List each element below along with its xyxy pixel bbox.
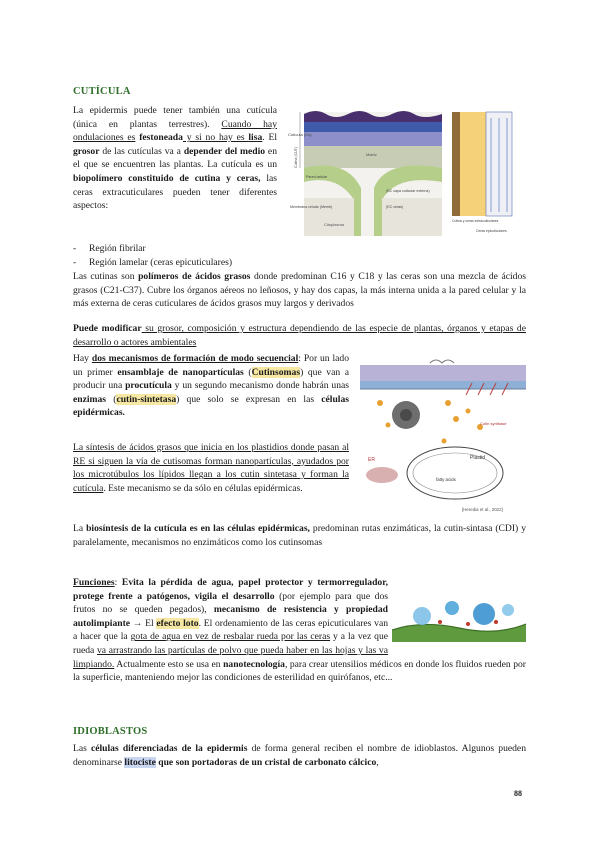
figure-label: Cutícula (Cu)	[288, 132, 312, 137]
text: Evita la pérdida de agua, papel protector y termorregulador, protege frente a patógenos, vigila el desarrollo	[73, 577, 388, 602]
text: células epidérmicas.	[73, 393, 349, 419]
cuticle-regions-list	[73, 242, 333, 269]
functions-paragraph	[73, 576, 526, 685]
cuticle-band	[360, 365, 526, 381]
text: dos mecanismos de formación de modo secuencial	[91, 353, 299, 364]
cuticle-figure	[286, 108, 526, 238]
cuticle-layer	[304, 132, 442, 146]
figure-label: (EC ceras)	[386, 205, 404, 209]
text: cutin-sintetasa	[116, 393, 177, 405]
text: que son portadoras de un cristal de carbonato cálcico	[155, 756, 377, 768]
text: enzimas	[73, 393, 107, 405]
text: litociste	[124, 756, 156, 768]
text: La	[73, 523, 87, 534]
figure-label: Membrana celular (Memb)	[290, 205, 333, 209]
text: células diferenciadas de la epidermis	[90, 743, 248, 754]
text: grosor	[73, 145, 100, 157]
cuticle-diagram	[286, 108, 526, 238]
text: festoneada	[139, 132, 183, 144]
figure-label: Cutina (CUT)	[294, 146, 298, 168]
text: donde predominan C16 y C18 y las ceras son una mezcla de ácidos grasos (C21-C37). Cubre los órganos aéreos no leñosos, y hay dos capas, la más interna unida a la pared celular y la más externa de ceras cuticulares de ácidos grasos muy largos y derivados	[73, 271, 526, 310]
float-spacer	[388, 576, 526, 648]
figure-label: Cutina y ceras extracuticulares	[452, 219, 499, 223]
figure-label: ER	[368, 457, 375, 463]
figure-citation: [Heredia et al., 2022]	[462, 507, 503, 512]
text: . El	[262, 132, 277, 144]
biosynthesis-paragraph	[73, 522, 526, 549]
text: Hay	[73, 353, 92, 364]
text: biopolímero constituido de cutina y ceras,	[73, 172, 261, 184]
figure-label: Citoplasma	[324, 222, 345, 227]
text: (	[243, 366, 252, 378]
figure-label: fatty acids	[436, 477, 456, 482]
text: (	[106, 393, 117, 405]
text: → El	[130, 617, 157, 629]
figure-label: Matriz	[366, 152, 377, 157]
figure-label: Ceras epicuticulares	[476, 229, 507, 233]
text: ,	[376, 756, 379, 768]
nanoparticle	[445, 400, 451, 406]
text: y un segundo mecanismo donde habrán unas	[171, 380, 350, 392]
text: efecto loto	[156, 617, 199, 629]
text: va arrastrando las partículas de polvo que pueda haber en las hojas y las va limpiando.	[73, 644, 388, 670]
intro-paragraph	[73, 104, 277, 213]
text: de las cutículas va a	[99, 145, 184, 157]
text: procutícula	[125, 380, 172, 392]
text: Las	[73, 743, 91, 754]
nanoparticle	[466, 409, 471, 414]
text: : Por un lado un primer	[73, 353, 349, 378]
text: lisa	[248, 132, 263, 144]
text: . El ordenamiento de las ceras epicuticulares van a hacer que la	[73, 617, 388, 643]
cuticle-edge	[452, 112, 460, 216]
modification-paragraph	[73, 322, 526, 349]
list-item: - Región lamelar (ceras epicuticulares)	[73, 256, 333, 270]
vesicle-core	[400, 409, 412, 421]
text: en el que se encuentren las plantas. La cutícula es un	[73, 145, 277, 171]
idioblastos-paragraph	[73, 742, 526, 769]
text: de forma general reciben el nombre de idioblastos. Algunos pueden denominarse	[73, 743, 526, 768]
figure-label: (BC capa cuticular externa)	[386, 189, 430, 193]
text: mecanismo de resistencia y propiedad autolimpiante	[73, 604, 388, 629]
text: y si no hay es	[182, 132, 249, 144]
text: nanotecnología	[223, 658, 285, 670]
text: Las cutinas son	[73, 271, 139, 282]
nanoparticle	[377, 400, 383, 406]
figure-label: Plastid	[470, 455, 486, 461]
text: La síntesis de ácidos grasos que inicia en los plastidios donde pasan al RE si siguen la vía de cutisomas forman nanopartículas, ayudados por los microtúbulos los lípidos llegan a los cutin sintetasa y forman la cutícula	[73, 442, 349, 494]
section-heading-idioblastos: IDIOBLASTOS	[73, 726, 148, 737]
cutin-layer	[304, 122, 442, 132]
text: . Este mecanismo se da sólo en células epidérmicas.	[103, 482, 303, 494]
text: Puede modificar	[73, 323, 142, 334]
text: ensamblaje de nanopartículas	[117, 366, 244, 378]
text: Actualmente esto se usa en	[114, 658, 224, 670]
text: biosíntesis de la cutícula es en las células epidérmicas,	[86, 523, 310, 534]
text: y a la vez que rueda	[73, 631, 389, 656]
list-item: - Región fibrilar	[73, 242, 333, 256]
text: (por ejemplo para que dos frutos no se queden pegados),	[73, 590, 388, 616]
text: Funciones	[73, 577, 115, 588]
matrix-layer	[304, 146, 442, 168]
text: su grosor, composición y estructura dependiendo de las especie de plantas, órganos y etapas de desarrollo o actores ambientales	[73, 323, 526, 348]
text: , para crear utensilios médicos en donde los fluidos rueden por la superficie, manteniendo mejor las condiciones de esterilidad en quirófanos, etc...	[73, 658, 526, 684]
synthesis-paragraph	[73, 441, 349, 495]
text: :	[114, 577, 122, 588]
cell-wall-band	[360, 381, 526, 389]
figure-label: Pared celular	[306, 175, 328, 179]
text: las ceras extracuticulares pueden tener diferentes aspectos:	[73, 172, 277, 212]
text: La epidermis puede tener también una cutícula (única en plantas terrestres).	[73, 105, 277, 130]
text: ) que solo se expresan en las	[176, 393, 322, 405]
figure-label: Cutin synthase	[480, 421, 507, 426]
text: polímeros de ácidos grasos	[138, 271, 251, 282]
cytoplasm-left	[304, 198, 354, 236]
nanoparticle	[453, 416, 459, 422]
page-number: 88	[514, 789, 522, 798]
cutins-paragraph	[73, 270, 526, 311]
biosynthesis-diagram	[360, 355, 526, 515]
text: ) que van a producir una	[73, 366, 349, 392]
er-shape	[366, 467, 398, 483]
text: gota de agua en vez de resbalar rueda por las ceras	[130, 631, 331, 643]
nanoparticle	[386, 423, 391, 428]
text: Cutinsomas	[251, 366, 301, 378]
text: Cuando hay ondulaciones es	[73, 118, 277, 144]
mechanisms-paragraph	[73, 352, 349, 420]
biosynthesis-figure	[360, 355, 526, 515]
text: depender del medio	[183, 145, 266, 157]
text: predominan rutas enzimáticas, la cutin-sintasa (CDI) y paralelamente, mecanismos no enzimáticos como los cutinsomas	[73, 523, 527, 548]
section-heading-cuticula: CUTÍCULA	[73, 86, 131, 97]
cytoplasm-right	[382, 198, 442, 236]
nanoparticle	[442, 439, 447, 444]
